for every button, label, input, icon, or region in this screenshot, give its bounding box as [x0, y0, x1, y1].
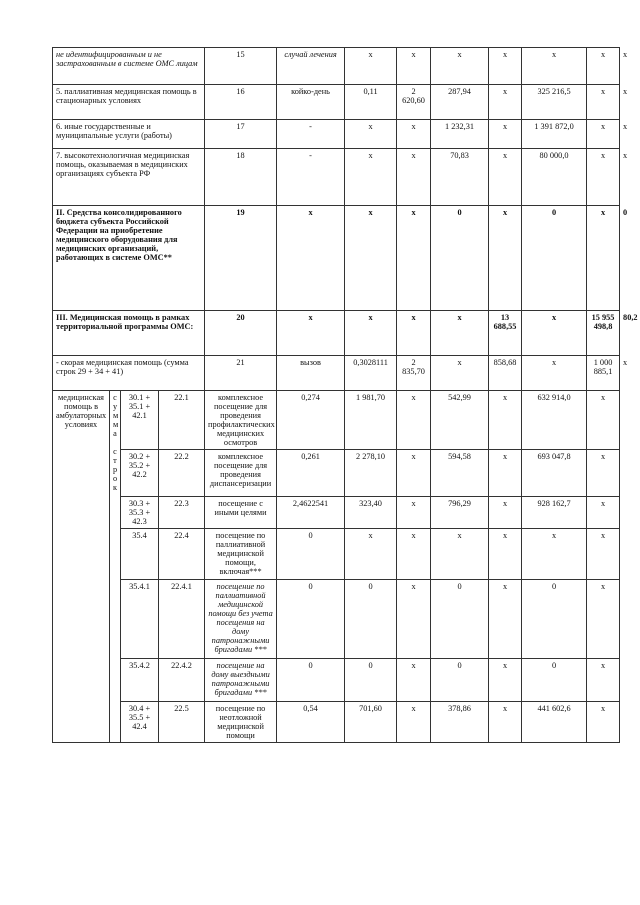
cost-oms: 0: [522, 580, 587, 659]
table-row: [53, 659, 620, 702]
row-unit: посещение по неотложной медицинской помощи: [205, 702, 277, 743]
cost-per-unit: х: [345, 529, 397, 580]
cost-budget: х: [489, 450, 522, 497]
row-code: 22.4.1: [159, 580, 205, 659]
table-row: 7. высокотехнологичная медицинская помощь, оказываемая в медицинских организациях субъекта РФ 18 - х х 70,83 х 80 000,0 х х: [53, 149, 620, 206]
cost-per-unit: 0: [345, 659, 397, 702]
per-capita-oms: х: [489, 85, 522, 120]
budget-table: [52, 47, 638, 743]
vertical-letter: м: [113, 420, 119, 429]
volume-norm: 0,3028111: [345, 356, 397, 391]
per-capita-oms: 378,86: [431, 702, 489, 743]
cost-oms: 1 000 885,1: [587, 356, 620, 391]
row-unit: х: [277, 206, 345, 311]
per-capita-budget: 1 232,31: [431, 120, 489, 149]
volume-norm: х: [345, 149, 397, 206]
row-unit: комплексное посещение для проведения диспансеризации: [205, 450, 277, 497]
table-row: 5. паллиативная медицинская помощь в стационарных условиях 16 койко-день 0,11 2 620,60 287,94 х 325 216,5 х х: [53, 85, 620, 120]
row-unit: посещение по паллиативной медицинской помощи, включая***: [205, 529, 277, 580]
group-vertical-caption: [110, 391, 121, 743]
row-unit: вызов: [277, 356, 345, 391]
vertical-letter: о: [113, 474, 118, 483]
per-capita-budget: 70,83: [431, 149, 489, 206]
row-code: 22.5: [159, 702, 205, 743]
table-row: [53, 529, 620, 580]
share-percent: х: [587, 497, 620, 529]
volume-norm: 0,54: [277, 702, 345, 743]
row-unit: койко-день: [277, 85, 345, 120]
share-percent: х: [587, 529, 620, 580]
cost-per-unit: х: [397, 48, 431, 85]
sum-of-rows: 35.4.2: [121, 659, 159, 702]
row-code: 19: [205, 206, 277, 311]
cost-budget: х: [489, 529, 522, 580]
cost-budget: 1 391 872,0: [522, 120, 587, 149]
vertical-letter: с: [113, 447, 117, 456]
volume-norm: 0,11: [345, 85, 397, 120]
row-code: 22.1: [159, 391, 205, 450]
row-code: 15: [205, 48, 277, 85]
row-code: 22.4: [159, 529, 205, 580]
per-capita-oms: 594,58: [431, 450, 489, 497]
row-code: 21: [205, 356, 277, 391]
per-capita-budget: х: [431, 356, 489, 391]
sum-of-rows: 30.3 + 35.3 + 42.3: [121, 497, 159, 529]
row-label: 5. паллиативная медицинская помощь в стационарных условиях: [53, 85, 205, 120]
row-label: не идентифицированным и не застрахованным в системе ОМС лицам: [53, 48, 205, 85]
row-code: 22.3: [159, 497, 205, 529]
per-capita-budget: 0: [431, 206, 489, 311]
per-capita-oms: 0: [431, 580, 489, 659]
per-capita-budget: х: [397, 580, 431, 659]
row-unit: случай лечения: [277, 48, 345, 85]
vertical-letter: а: [113, 429, 117, 438]
table-row: [53, 702, 620, 743]
cost-budget: х: [489, 391, 522, 450]
group-label: медицинская помощь в амбулаторных условиях: [53, 391, 110, 743]
table-row: [53, 391, 620, 450]
cost-per-unit: х: [397, 206, 431, 311]
per-capita-budget: х: [431, 311, 489, 356]
cost-per-unit: х: [397, 311, 431, 356]
vertical-letter: с: [113, 393, 117, 402]
cost-per-unit: х: [397, 120, 431, 149]
per-capita-budget: х: [397, 497, 431, 529]
per-capita-budget: 287,94: [431, 85, 489, 120]
row-unit: комплексное посещение для проведения профилактических медицинских осмотров: [205, 391, 277, 450]
cost-oms: 693 047,8: [522, 450, 587, 497]
cost-per-unit: х: [397, 149, 431, 206]
cost-oms: 632 914,0: [522, 391, 587, 450]
per-capita-oms: 542,99: [431, 391, 489, 450]
share-percent: х: [587, 702, 620, 743]
table-row: не идентифицированным и не застрахованным в системе ОМС лицам 15 случай лечения х х х х х х х: [53, 48, 620, 85]
cost-oms: х: [522, 529, 587, 580]
per-capita-oms: 13 688,55: [489, 311, 522, 356]
volume-norm: х: [345, 206, 397, 311]
cost-budget: х: [522, 356, 587, 391]
per-capita-oms: 858,68: [489, 356, 522, 391]
cost-budget: х: [489, 580, 522, 659]
per-capita-budget: х: [397, 450, 431, 497]
sum-of-rows: 30.4 + 35.5 + 42.4: [121, 702, 159, 743]
share-percent: х: [587, 450, 620, 497]
cost-budget: 80 000,0: [522, 149, 587, 206]
table-row: [53, 450, 620, 497]
vertical-letter: к: [113, 483, 118, 492]
sum-of-rows: 35.4.1: [121, 580, 159, 659]
cost-budget: х: [489, 497, 522, 529]
cost-budget: х: [522, 48, 587, 85]
vertical-letter: [113, 438, 117, 447]
row-code: 16: [205, 85, 277, 120]
table-row: - скорая медицинская помощь (сумма строк 29 + 34 + 41) 21 вызов 0,3028111 2 835,70 х 858,68 х 1 000 885,1 х: [53, 356, 620, 391]
row-label: III. Медицинская помощь в рамках территориальной программы ОМС:: [53, 311, 205, 356]
cost-oms: 0: [522, 659, 587, 702]
cost-per-unit: 2 278,10: [345, 450, 397, 497]
sum-of-rows: 35.4: [121, 529, 159, 580]
row-label: 7. высокотехнологичная медицинская помощь, оказываемая в медицинских организациях субъекта РФ: [53, 149, 205, 206]
cost-per-unit: 0: [345, 580, 397, 659]
volume-norm: х: [345, 120, 397, 149]
per-capita-oms: 0: [431, 659, 489, 702]
row-unit: посещение по паллиативной медицинской помощи без учета посещения на дому патронажными бригадами ***: [205, 580, 277, 659]
volume-norm: 0: [277, 659, 345, 702]
table-row: [53, 497, 620, 529]
cost-per-unit: 1 981,70: [345, 391, 397, 450]
cost-budget: х: [489, 659, 522, 702]
cost-oms: х: [587, 206, 620, 311]
sum-of-rows: 30.1 + 35.1 + 42.1: [121, 391, 159, 450]
volume-norm: 2,4622541: [277, 497, 345, 529]
cost-oms: х: [587, 85, 620, 120]
volume-norm: х: [345, 311, 397, 356]
vertical-letter: т: [113, 456, 117, 465]
per-capita-oms: х: [489, 206, 522, 311]
row-code: 20: [205, 311, 277, 356]
row-unit: -: [277, 120, 345, 149]
cost-budget: х: [489, 702, 522, 743]
per-capita-budget: х: [397, 529, 431, 580]
sum-of-rows: 30.2 + 35.2 + 42.2: [121, 450, 159, 497]
row-unit: посещение на дому выездными патронажными бригадами ***: [205, 659, 277, 702]
row-code: 22.2: [159, 450, 205, 497]
cost-per-unit: 2 835,70: [397, 356, 431, 391]
row-label: - скорая медицинская помощь (сумма строк 29 + 34 + 41): [53, 356, 205, 391]
row-code: 18: [205, 149, 277, 206]
row-code: 22.4.2: [159, 659, 205, 702]
cost-budget: 325 216,5: [522, 85, 587, 120]
cost-oms: х: [587, 149, 620, 206]
cost-oms: 15 955 498,8: [587, 311, 620, 356]
cost-per-unit: 701,60: [345, 702, 397, 743]
volume-norm: 0,274: [277, 391, 345, 450]
row-unit: посещение с иными целями: [205, 497, 277, 529]
per-capita-oms: 796,29: [431, 497, 489, 529]
per-capita-oms: х: [431, 529, 489, 580]
cost-budget: х: [522, 311, 587, 356]
table-row: 6. иные государственные и муниципальные услуги (работы) 17 - х х 1 232,31 х 1 391 872,0 х х: [53, 120, 620, 149]
per-capita-oms: х: [489, 48, 522, 85]
per-capita-oms: х: [489, 149, 522, 206]
vertical-letter: у: [113, 402, 118, 411]
row-code: 17: [205, 120, 277, 149]
cost-oms: 441 602,6: [522, 702, 587, 743]
volume-norm: 0: [277, 580, 345, 659]
cost-per-unit: 2 620,60: [397, 85, 431, 120]
per-capita-budget: х: [397, 702, 431, 743]
vertical-letter: м: [113, 411, 119, 420]
cost-per-unit: 323,40: [345, 497, 397, 529]
share-percent: х: [587, 659, 620, 702]
per-capita-budget: х: [397, 659, 431, 702]
row-unit: -: [277, 149, 345, 206]
share-percent: х: [587, 580, 620, 659]
table-body-sub: [53, 391, 620, 743]
per-capita-budget: х: [397, 391, 431, 450]
row-label: II. Средства консолидированного бюджета субъекта Российской Федерации на приобретение медицинского оборудования для медицинских организаций, работающих в системе ОМС**: [53, 206, 205, 311]
row-unit: х: [277, 311, 345, 356]
cost-budget: 0: [522, 206, 587, 311]
per-capita-oms: х: [489, 120, 522, 149]
volume-norm: 0,261: [277, 450, 345, 497]
per-capita-budget: х: [431, 48, 489, 85]
table-row: [53, 580, 620, 659]
table-row: II. Средства консолидированного бюджета субъекта Российской Федерации на приобретение медицинского оборудования для медицинских организаций, работающих в системе ОМС** 19 х х х 0 х 0 х 0: [53, 206, 620, 311]
vertical-letter: р: [113, 465, 118, 474]
share-percent: х: [587, 391, 620, 450]
row-label: 6. иные государственные и муниципальные услуги (работы): [53, 120, 205, 149]
cost-oms: х: [587, 48, 620, 85]
volume-norm: 0: [277, 529, 345, 580]
volume-norm: х: [345, 48, 397, 85]
table-body-top: [53, 48, 638, 391]
cost-oms: х: [587, 120, 620, 149]
table-row: III. Медицинская помощь в рамках территориальной программы ОМС: 20 х х х х 13 688,55 х 15 955 498,8 80,2: [53, 311, 620, 356]
cost-oms: 928 162,7: [522, 497, 587, 529]
